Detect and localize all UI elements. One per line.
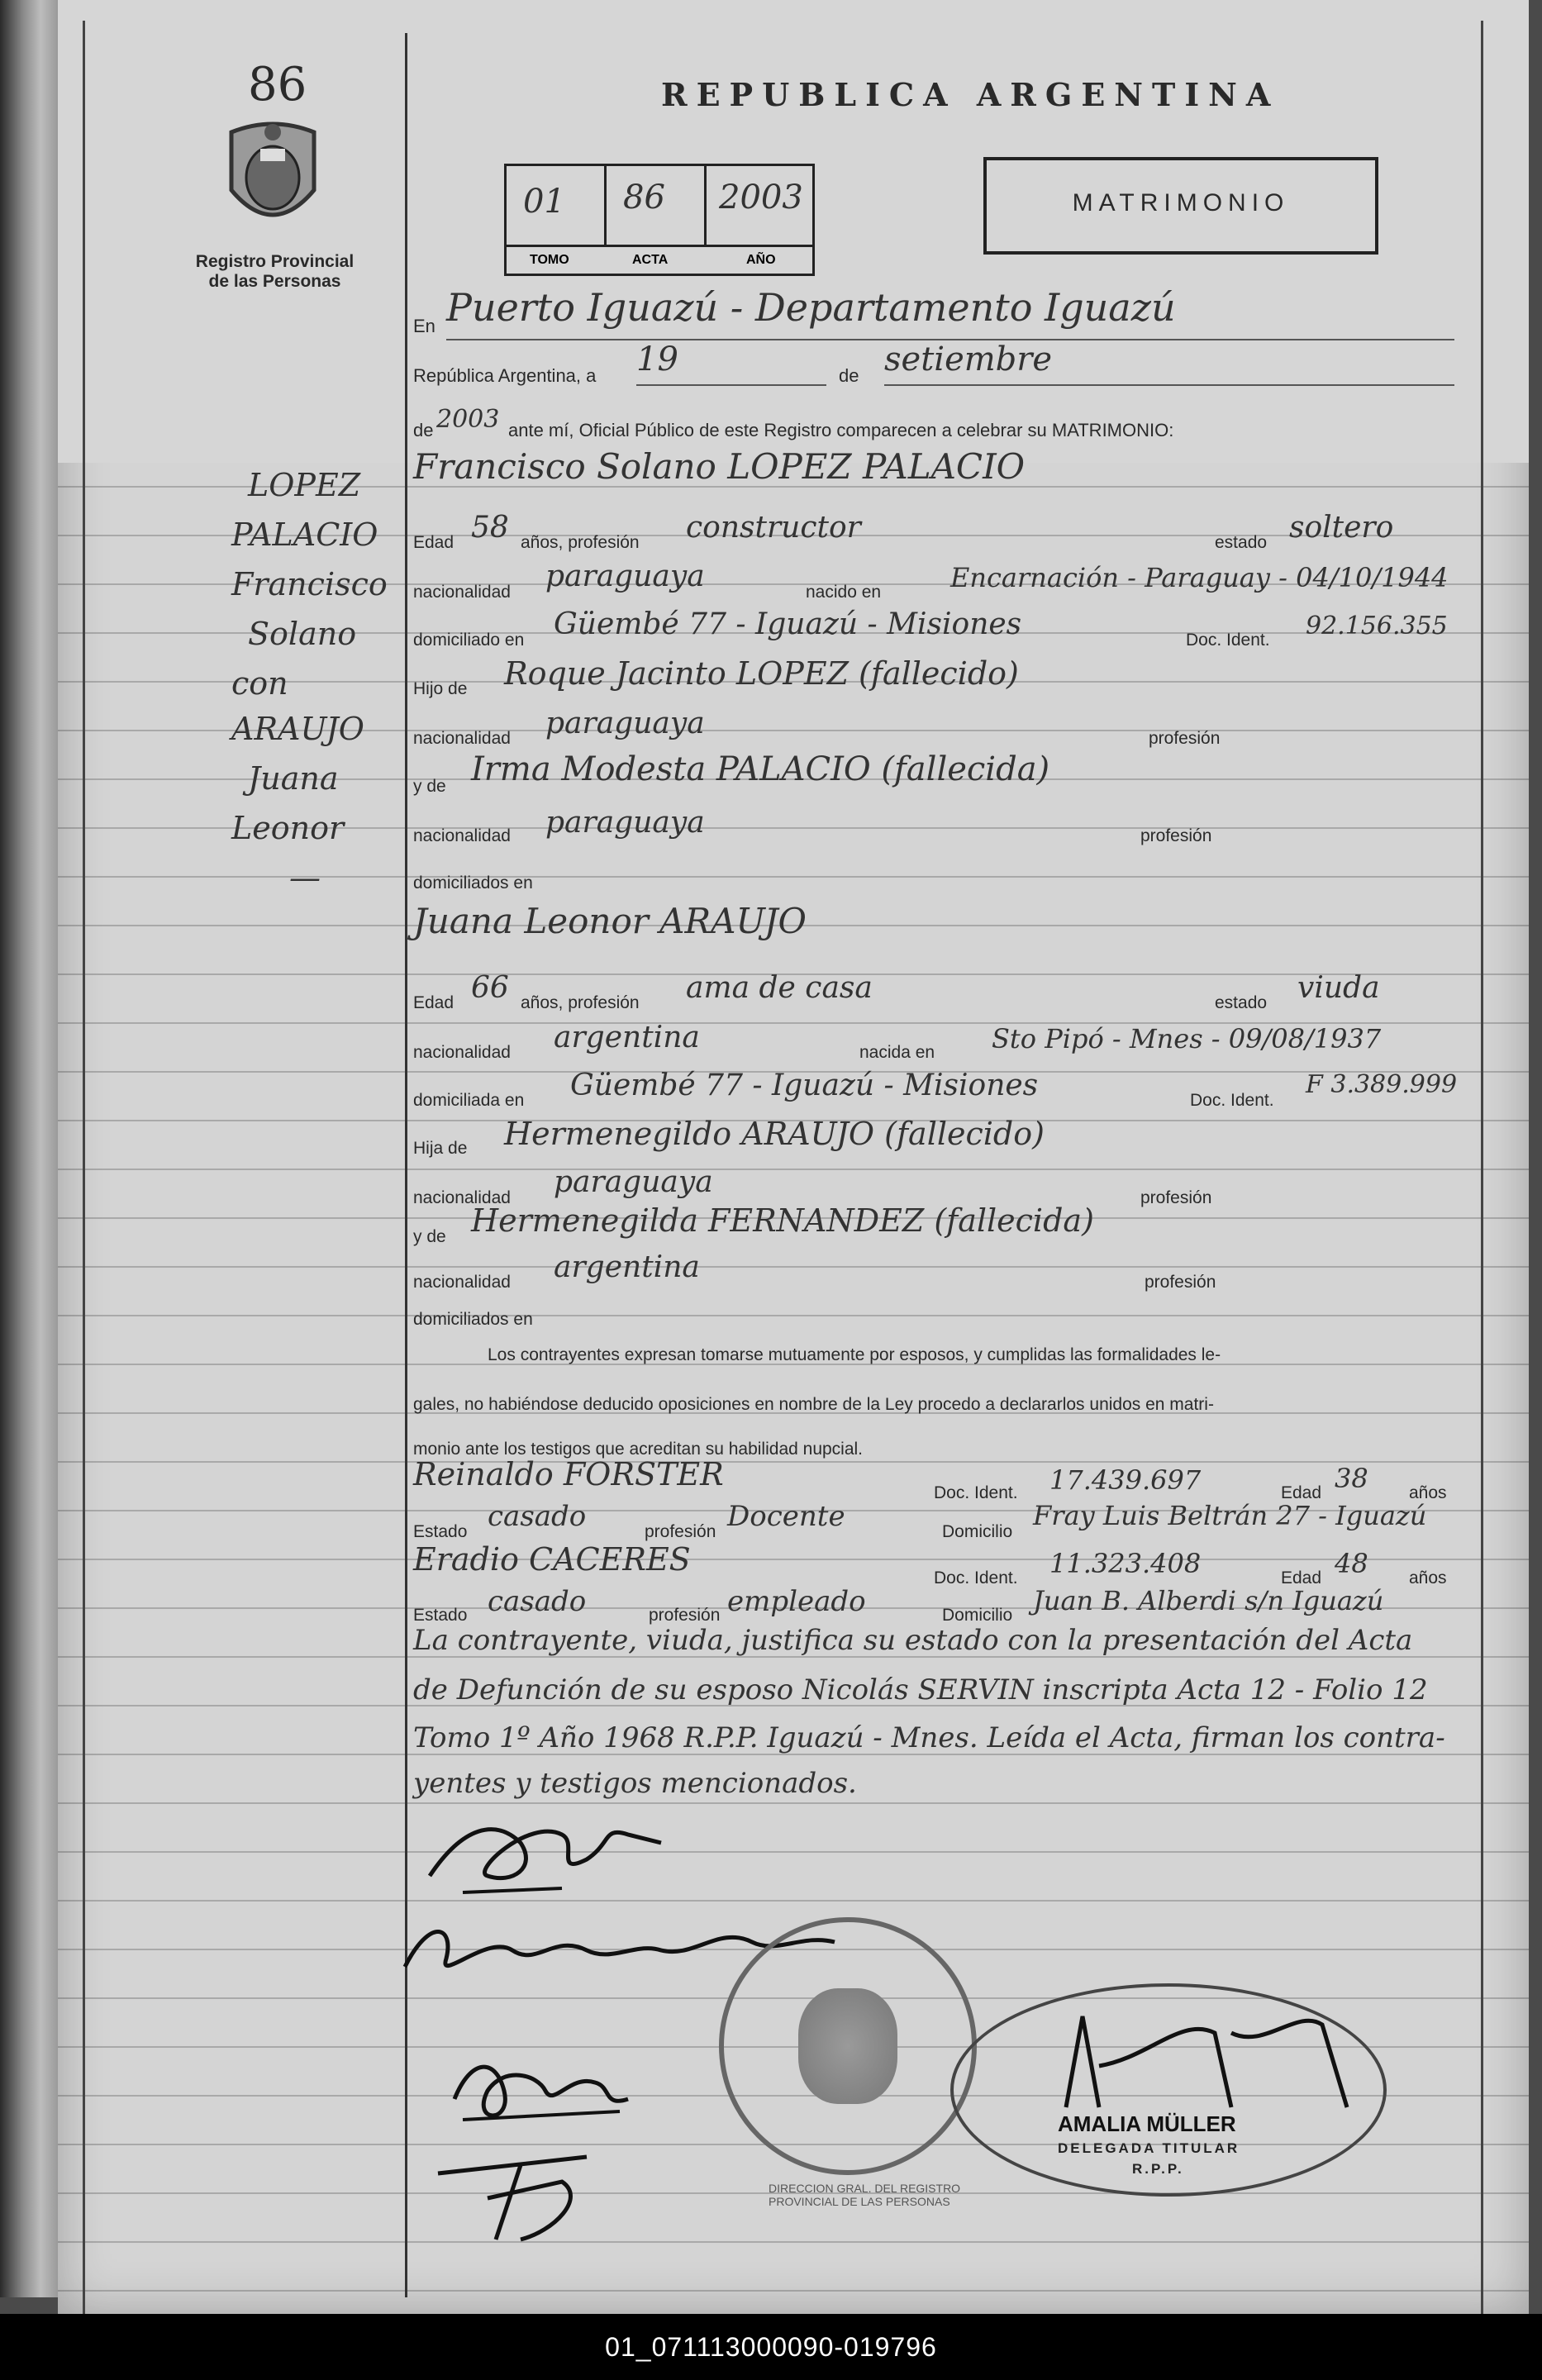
witness1-doc: 17.439.697: [1049, 1464, 1202, 1496]
intro-appear-text: ante mí, Oficial Público de este Registro comparecen a celebrar su MATRIMONIO:: [508, 420, 1174, 440]
legal-line-3: monio ante los testigos que acreditan su habilidad nupcial.: [413, 1440, 864, 1459]
seal-emblem-icon: [798, 1988, 897, 2104]
bride-mother-prof-label: profesión: [1145, 1273, 1216, 1292]
margin-name-3: Solano: [248, 616, 357, 652]
intro-de-label: de: [839, 365, 859, 386]
bride-nacida-label: nacida en: [859, 1043, 935, 1062]
groom-father-nat: paraguaya: [545, 707, 705, 740]
legal-line-2: gales, no habiéndose deducido oposiciones en nombre de la Ley procedo a declararlos unidos en matri-: [413, 1395, 1214, 1414]
bride-edad-label: Edad: [413, 993, 455, 1012]
witness2-estado: casado: [488, 1585, 587, 1618]
intro-month: setiembre: [884, 340, 1053, 378]
intro-de2-label: de: [413, 420, 434, 440]
groom-dom-label: domiciliado en: [413, 631, 525, 650]
groom-address: Güembé 77 - Iguazú - Misiones: [554, 607, 1022, 641]
groom-yde-label: y de: [413, 777, 446, 796]
witness1-estado-label: Estado: [413, 1522, 468, 1541]
round-seal-stamp: [719, 1917, 977, 2175]
bride-hija-label: Hija de: [413, 1139, 468, 1158]
witness1-estado: casado: [488, 1500, 587, 1533]
groom-estado-label: estado: [1215, 533, 1268, 552]
witness1-age: 38: [1335, 1463, 1368, 1494]
margin-name-4: con: [231, 665, 288, 702]
groom-doc: 92.156.355: [1306, 612, 1448, 640]
witness2-dom-label: Domicilio: [942, 1606, 1013, 1625]
margin-name-1: PALACIO: [231, 516, 378, 553]
ref-acta-cell: [607, 166, 707, 245]
registry-label: [186, 252, 364, 292]
province-crest-icon: [219, 116, 326, 240]
witness2-estado-label: Estado: [413, 1606, 468, 1625]
witness1-doc-label: Doc. Ident.: [934, 1483, 1018, 1502]
official-stamp-name: AMALIA MÜLLER: [1058, 2111, 1236, 2136]
frame-left-line: [83, 21, 85, 2314]
groom-nacido-label: nacido en: [806, 583, 882, 602]
bride-nationality: argentina: [554, 1021, 700, 1054]
bride-mother: Hermenegilda FERNANDEZ (fallecida): [471, 1202, 1094, 1239]
bride-father: Hermenegildo ARAUJO (fallecido): [504, 1116, 1045, 1152]
intro-month-line: [884, 384, 1454, 386]
ref-tomo: 01: [523, 183, 565, 221]
bride-mother-nat-label: nacionalidad: [413, 1273, 511, 1292]
groom-profession: constructor: [686, 511, 861, 545]
reference-box: [504, 164, 815, 276]
note-line-1: La contrayente, viuda, justifica su estado con la presentación del Acta: [413, 1624, 1413, 1657]
intro-day-line: [636, 384, 826, 386]
doc-type: MATRIMONIO: [1072, 189, 1290, 217]
round-seal-text: DIRECCION GRAL. DEL REGISTRO PROVINCIAL DE LAS PERSONAS: [769, 2182, 961, 2208]
witness2-edad-label: Edad: [1281, 1568, 1322, 1587]
witness1-dom-label: Domicilio: [942, 1522, 1013, 1541]
witness1-address: Fray Luis Beltrán 27 - Iguazú: [1033, 1500, 1427, 1531]
intro-en-label: En: [413, 316, 435, 336]
note-line-2: de Defunción de su esposo Nicolás SERVIN inscripta Acta 12 - Folio 12: [413, 1673, 1428, 1706]
bride-age: 66: [471, 971, 509, 1005]
margin-name-6: Juana: [248, 760, 339, 797]
registry-line1: Registro Provincial: [195, 252, 355, 271]
signature-groom: [413, 1793, 760, 1909]
bride-born: Sto Pipó - Mnes - 09/08/1937: [992, 1023, 1382, 1054]
bride-doc: F 3.389.999: [1306, 1070, 1458, 1099]
witness2-doc-label: Doc. Ident.: [934, 1568, 1018, 1587]
witness2-address: Juan B. Alberdi s/n Iguazú: [1033, 1585, 1384, 1616]
margin-name-0: LOPEZ: [248, 467, 361, 503]
intro-year: 2003: [436, 405, 500, 434]
bride-estado-label: estado: [1215, 993, 1268, 1012]
witness2-name: Eradio CACERES: [413, 1541, 691, 1578]
bride-dom-label: domiciliada en: [413, 1091, 525, 1110]
signature-witness2: [421, 2149, 636, 2256]
intro-rep-label: República Argentina, a: [413, 365, 597, 386]
witness1-prof-label: profesión: [645, 1522, 716, 1541]
groom-age: 58: [471, 511, 509, 545]
groom-mother: Irma Modesta PALACIO (fallecida): [471, 750, 1050, 788]
bride-doms-label: domiciliados en: [413, 1310, 533, 1329]
groom-mother-nat-label: nacionalidad: [413, 826, 511, 845]
margin-name-2: Francisco: [231, 566, 388, 602]
witness1-anos: años: [1409, 1483, 1447, 1502]
bride-yde-label: y de: [413, 1227, 446, 1246]
witness2-age: 48: [1335, 1548, 1368, 1579]
bride-mother-nat: argentina: [554, 1250, 700, 1284]
ref-acta: 86: [623, 178, 665, 217]
groom-mother-nat: paraguaya: [545, 806, 705, 840]
official-stamp-title: DELEGADA TITULAR: [1058, 2140, 1240, 2156]
witness2-prof-label: profesión: [649, 1606, 721, 1625]
margin-name-5: ARAUJO: [231, 711, 364, 747]
bride-father-nat-label: nacionalidad: [413, 1188, 511, 1207]
ref-ano: 2003: [719, 178, 803, 217]
bride-father-nat: paraguaya: [554, 1165, 713, 1199]
frame-right-line: [1481, 21, 1483, 2314]
doc-type-box: [983, 157, 1378, 255]
document-page: [58, 0, 1529, 2314]
groom-estado: soltero: [1289, 511, 1394, 545]
ref-tomo-label: TOMO: [530, 253, 569, 267]
witness2-anos: años: [1409, 1568, 1447, 1587]
bride-profession: ama de casa: [686, 971, 873, 1005]
official-stamp-org: R.P.P.: [1132, 2161, 1184, 2177]
book-binding: [0, 0, 58, 2297]
intro-day: 19: [636, 340, 678, 378]
groom-doc-label: Doc. Ident.: [1186, 631, 1270, 650]
ref-labels-row: [507, 245, 812, 276]
groom-doms-label: domiciliados en: [413, 873, 533, 892]
bride-address: Güembé 77 - Iguazú - Misiones: [570, 1069, 1039, 1102]
footer-id: 01_071113000090-019796: [0, 2314, 1542, 2380]
bride-nac-label: nacionalidad: [413, 1043, 511, 1062]
groom-father-prof-label: profesión: [1149, 729, 1221, 748]
groom-nac-label: nacionalidad: [413, 583, 511, 602]
signature-witness1: [438, 2041, 653, 2140]
legal-line-1: Los contrayentes expresan tomarse mutuamente por esposos, y cumplidas las formalidades le-: [488, 1345, 1221, 1364]
groom-mother-prof-label: profesión: [1140, 826, 1212, 845]
country-title: REPUBLICA ARGENTINA: [661, 76, 1280, 113]
registry-line2: de las Personas: [208, 272, 341, 291]
margin-name-8: —: [289, 859, 321, 896]
ref-tomo-cell: [507, 166, 607, 245]
groom-hijo-label: Hijo de: [413, 679, 468, 698]
margin-name-7: Leonor: [231, 810, 345, 846]
ref-ano-cell: [707, 166, 812, 245]
witness1-profession: Docente: [727, 1500, 845, 1533]
groom-anos-prof: años, profesión: [521, 533, 640, 552]
groom-nationality: paraguaya: [545, 559, 705, 593]
note-line-3: Tomo 1º Año 1968 R.P.P. Iguazú - Mnes. Leída el Acta, firman los contra-: [413, 1721, 1445, 1754]
groom-father: Roque Jacinto LOPEZ (fallecido): [504, 655, 1019, 692]
groom-name: Francisco Solano LOPEZ PALACIO: [413, 446, 1026, 487]
page-number: 86: [248, 58, 307, 112]
groom-father-nat-label: nacionalidad: [413, 729, 511, 748]
ref-acta-label: ACTA: [632, 253, 669, 267]
witness1-edad-label: Edad: [1281, 1483, 1322, 1502]
bride-father-prof-label: profesión: [1140, 1188, 1212, 1207]
note-line-4: yentes y testigos mencionados.: [413, 1767, 857, 1800]
ref-ano-label: AÑO: [746, 253, 776, 267]
groom-born: Encarnación - Paraguay - 04/10/1944: [950, 562, 1449, 593]
bride-estado: viuda: [1297, 971, 1380, 1005]
bride-anos-prof: años, profesión: [521, 993, 640, 1012]
intro-place: Puerto Iguazú - Departamento Iguazú: [446, 285, 1176, 330]
witness2-doc: 11.323.408: [1049, 1548, 1202, 1579]
witness1-name: Reinaldo FORSTER: [413, 1456, 724, 1492]
bride-name: Juana Leonor ARAUJO: [413, 901, 807, 941]
groom-edad-label: Edad: [413, 533, 455, 552]
bride-doc-label: Doc. Ident.: [1190, 1091, 1274, 1110]
witness2-profession: empleado: [727, 1585, 866, 1618]
